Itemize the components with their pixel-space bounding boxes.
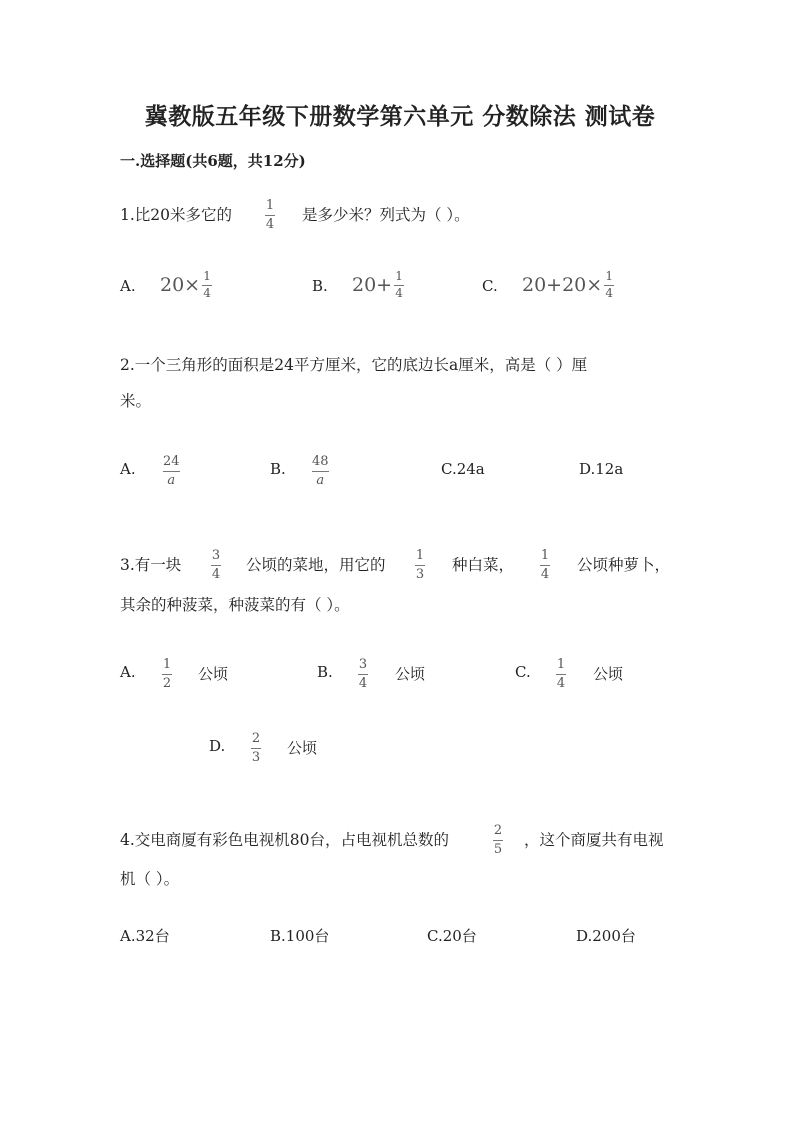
q4-option-a: A.32台 (120, 927, 170, 945)
q4-stem-start: 4.交电商厦有彩色电视机80台，占电视机总数的 (120, 831, 450, 849)
q1-fraction (265, 198, 275, 232)
q1-option-b-num: 1 (395, 269, 403, 283)
q1-option-a-label: A. (120, 277, 136, 295)
q1-fraction-num: 1 (265, 198, 275, 213)
q1-option-c-text: 20+20× (522, 274, 603, 296)
q3-option-a-unit: 公顷 (198, 665, 229, 683)
q2-line-2: 米。 (120, 392, 152, 410)
q3-line-2: 其余的种菠菜，种菠菜的有（ ）。 (120, 596, 350, 614)
q2-option-a-num: 24 (163, 454, 180, 469)
q1-option-a-text: 20× (160, 274, 201, 296)
q2-option-b-num: 48 (312, 454, 329, 469)
q4-option-c: C.20台 (427, 927, 477, 945)
q1-option-b-text: 20+ (352, 274, 393, 296)
q2-option-d: D.12a (579, 460, 624, 478)
q3-fraction-2-num: 1 (415, 548, 425, 563)
q1-fraction-den: 4 (265, 217, 275, 232)
q3-option-b-unit: 公顷 (395, 665, 426, 683)
q4-option-b: B.100台 (270, 927, 330, 945)
q3-option-d-unit: 公顷 (287, 739, 318, 757)
q4-fraction (493, 823, 503, 857)
q3-option-c-fraction (556, 657, 566, 691)
q3-option-a-num: 1 (162, 657, 172, 672)
q2-option-b-fraction (312, 454, 329, 488)
q1-option-c-fraction (604, 270, 614, 300)
q3-option-b-num: 3 (358, 657, 368, 672)
q1-option-b-label: B. (312, 277, 328, 295)
q1-option-c-label: C. (482, 277, 498, 295)
q3-option-b-label: B. (317, 663, 333, 681)
q1-stem-end: 是多少米？列式为（ ）。 (302, 206, 470, 224)
q2-option-a-den: a (167, 473, 176, 488)
q1-option-c-num: 1 (605, 269, 614, 283)
q1-option-b-den: 4 (395, 286, 403, 300)
q3-fraction-1-den: 4 (211, 567, 221, 582)
q3-fraction-2 (415, 548, 425, 582)
q1-stem-start: 1.比20米多它的 (120, 206, 233, 224)
q1-option-c-den: 4 (605, 286, 614, 300)
q3-stem-part-4: 公顷种萝卜， (577, 556, 671, 574)
q3-stem-part-3: 种白菜， (452, 556, 515, 574)
q4-fraction-den: 5 (493, 842, 503, 857)
q3-option-c-unit: 公顷 (593, 665, 624, 683)
q3-option-d-fraction (251, 731, 261, 765)
q1-option-b-fraction (394, 270, 404, 300)
q3-stem-part-1: 3.有一块 (120, 556, 182, 574)
q3-fraction-2-den: 3 (415, 567, 425, 582)
q2-line-1: 2.一个三角形的面积是24平方厘米，它的底边长a厘米，高是（ ）厘 (120, 356, 588, 374)
q2-option-b-den: a (316, 473, 325, 488)
q4-option-d: D.200台 (576, 927, 636, 945)
q3-fraction-1-num: 3 (211, 548, 221, 563)
q3-option-b-den: 4 (358, 676, 368, 691)
q2-option-a-fraction (163, 454, 180, 488)
q3-stem-part-2: 公顷的菜地，用它的 (246, 556, 386, 574)
q3-option-a-label: A. (120, 663, 136, 681)
section-heading: 一.选择题(共6题，共12分) (120, 152, 306, 170)
q3-option-c-num: 1 (556, 657, 566, 672)
q3-option-d-den: 3 (251, 750, 261, 765)
q3-fraction-3-den: 4 (540, 567, 550, 582)
q3-fraction-3 (540, 548, 550, 582)
page-title: 冀教版五年级下册数学第六单元 分数除法 测试卷 (144, 103, 656, 130)
q1-option-c-expr (522, 270, 614, 300)
q3-option-a-den: 2 (162, 676, 172, 691)
q4-fraction-num: 2 (493, 823, 503, 838)
q3-option-d-num: 2 (251, 731, 261, 746)
q3-option-a-fraction (162, 657, 172, 691)
q1-option-a-den: 4 (203, 286, 211, 300)
q4-stem-end: ，这个商厦共有电视 (524, 831, 664, 849)
q3-option-c-den: 4 (556, 676, 566, 691)
q1-option-a-num: 1 (203, 269, 211, 283)
q1-option-b-expr (352, 270, 404, 300)
q3-option-d-label: D. (209, 737, 226, 755)
q4-line-2: 机（ ）。 (120, 870, 180, 888)
q3-fraction-1 (211, 548, 221, 582)
q1-option-a-fraction (202, 270, 212, 300)
q3-option-b-fraction (358, 657, 368, 691)
q3-fraction-3-num: 1 (540, 548, 550, 563)
q2-option-c: C.24a (441, 460, 485, 478)
q2-option-a-label: A. (120, 460, 136, 478)
q3-option-c-label: C. (515, 663, 531, 681)
q1-option-a-expr (160, 270, 212, 300)
q2-option-b-label: B. (270, 460, 286, 478)
